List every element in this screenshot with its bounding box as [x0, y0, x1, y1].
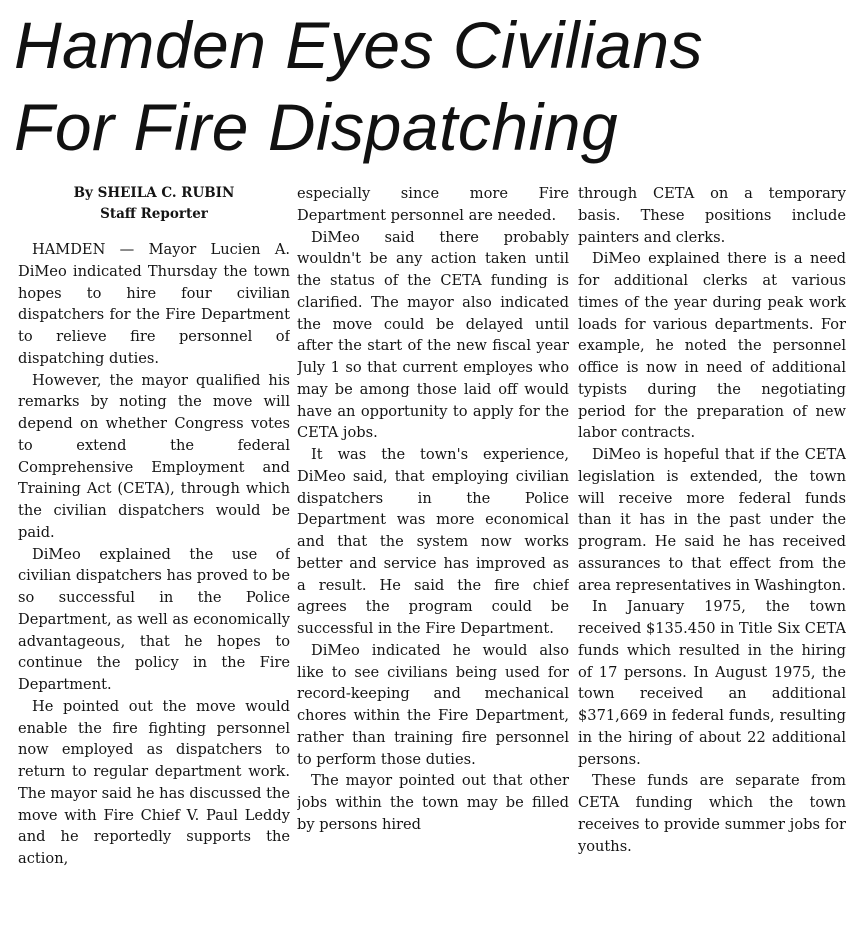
article-column-2 [297, 183, 569, 935]
byline-role: Staff Reporter [100, 206, 208, 222]
paragraph: DiMeo explained there is a need for additional clerks at various times of the year during peak work loads for various departments. For example, he noted the personnel office is now in need of additional typists during the negotiating period for the preparation of new labor contracts. [578, 250, 846, 442]
article-column-3 [578, 183, 846, 935]
paragraph: He pointed out the move would enable the fire fighting personnel now employed as dispatchers to return to regular department work. The mayor said he has discussed the move with Fire Chief V. Paul Leddy and he reportedly supports the action, [18, 697, 290, 867]
paragraph: DiMeo said there probably wouldn't be any action taken until the status of the CETA funding is clarified. The mayor also indicated the move could be delayed until after the start of the new fiscal year July 1 so that current employes who may be among those laid off would have an opportunity to apply for the CETA jobs. [297, 228, 569, 442]
headline-line-2: For Fire Dispatching [14, 90, 619, 164]
paragraph: The mayor pointed out that other jobs within the town may be filled by persons hired [297, 772, 569, 833]
article-column-1 [18, 183, 290, 935]
paragraph: In January 1975, the town received $135.450 in Title Six CETA funds which resulted in the hiring of 17 persons. In August 1975, the town received an additional $371,669 in federal funds, resulting in the hiring of about 22 additional persons. [578, 598, 846, 768]
headline-line-1: Hamden Eyes Civilians [14, 8, 704, 82]
paragraph: These funds are separate from CETA funding which the town receives to provide summer jobs for youths. [578, 772, 846, 855]
paragraph: DiMeo indicated he would also like to see civilians being used for record-keeping and mechanical chores within the Fire Department, rather than training fire personnel to perform those duties. [297, 641, 569, 768]
paragraph-continued: especially since more Fire Department personnel are needed. [297, 185, 569, 224]
byline-author: By SHEILA C. RUBIN [73, 185, 235, 201]
headline [14, 4, 854, 168]
paragraph: DiMeo explained the use of civilian dispatchers has proved to be so successful in the Police Department, as well as economically advantageous, that he hopes to continue the policy in the Fire Department. [18, 545, 290, 693]
paragraph: HAMDEN — Mayor Lucien A. DiMeo indicated Thursday the town hopes to hire four civilian dispatchers for the Fire Department to relieve fire personnel of dispatching duties. [18, 241, 290, 367]
paragraph: DiMeo is hopeful that if the CETA legislation is extended, the town will receive more federal funds than it has in the past under the program. He said he has received assurances to that effect from the area representatives in Washington. [578, 446, 846, 594]
paragraph: However, the mayor qualified his remarks by noting the move will depend on whether Congress votes to extend the federal Comprehensive Employment and Training Act (CETA), through which the civilian dispatchers would be paid. [18, 371, 290, 541]
paragraph: It was the town's experience, DiMeo said, that employing civilian dispatchers in the Police Department was more economical and that the system now works better and service has improved as a result. He said the fire chief agrees the program could be successful in the Fire Department. [297, 446, 569, 637]
byline [18, 183, 290, 225]
paragraph-continued: through CETA on a temporary basis. These positions include painters and clerks. [578, 185, 846, 246]
